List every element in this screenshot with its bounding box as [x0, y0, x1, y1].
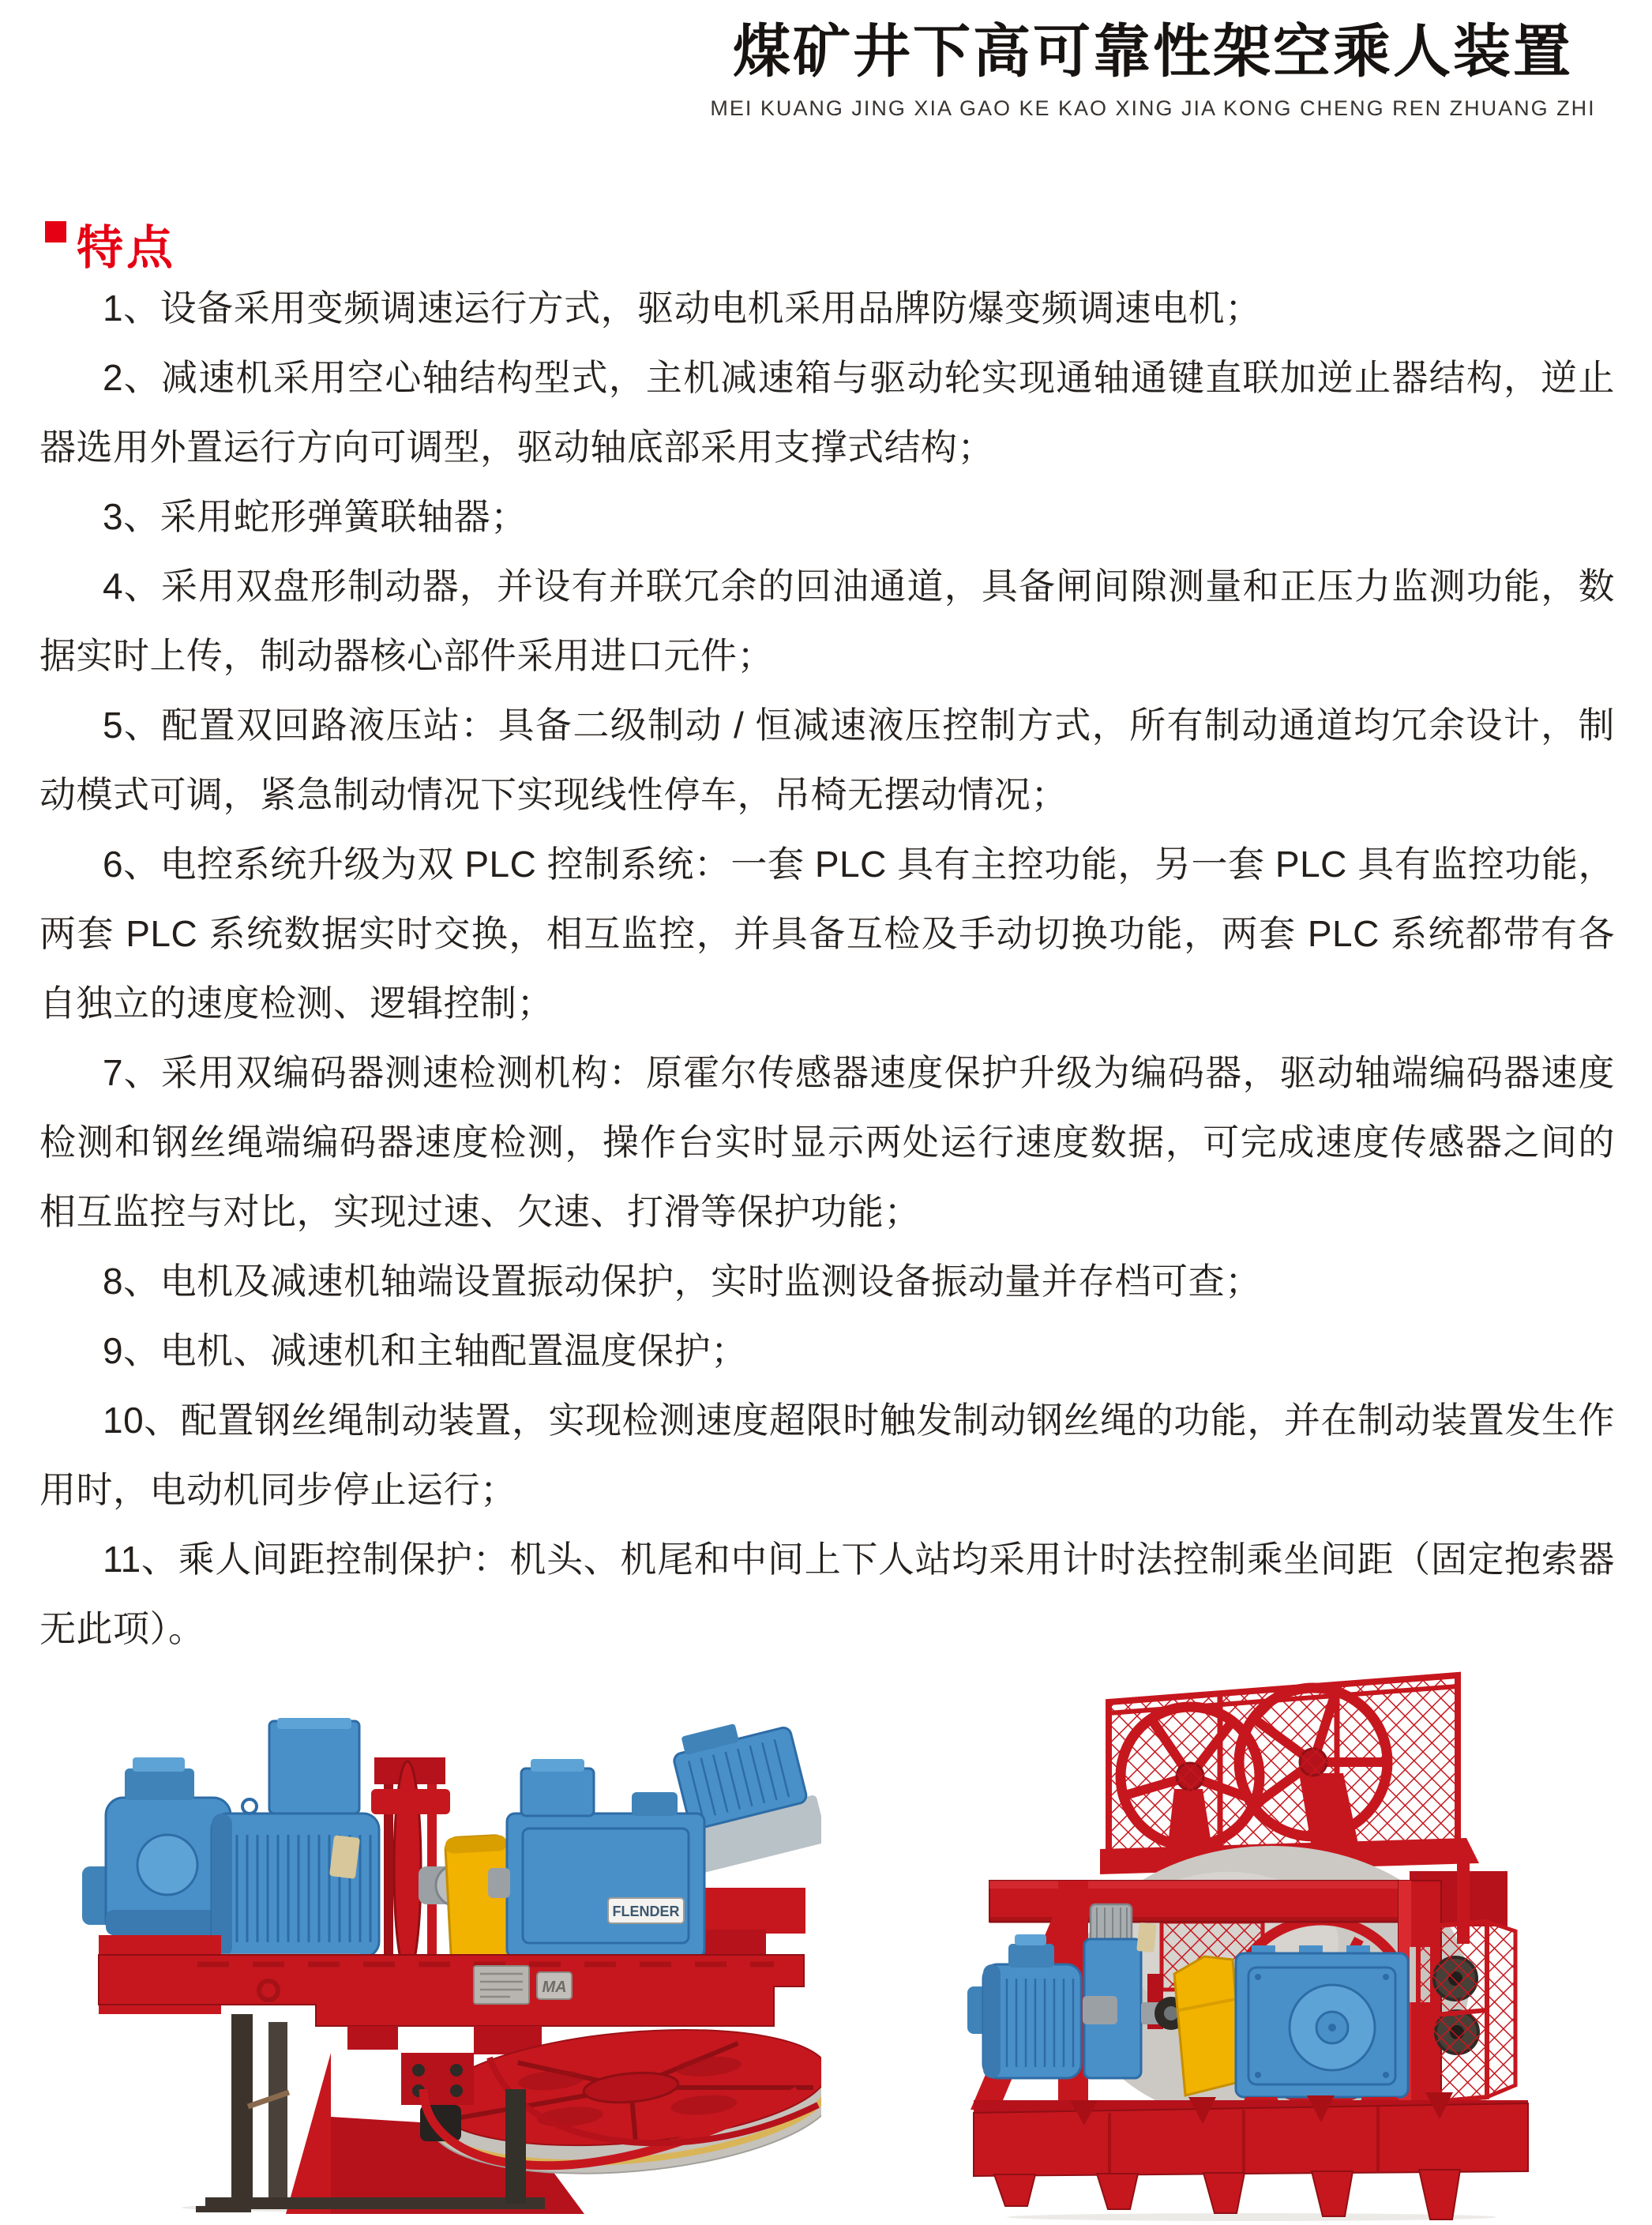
- feature-item-2: 2、减速机采用空心轴结构型式，主机减速箱与驱动轮实现通轴通键直联加逆止器结构，逆止器选用外置运行方向可调型，驱动轴底部采用支撑式结构；: [39, 357, 1615, 468]
- inspection-tag: [329, 1835, 360, 1879]
- features-list: [39, 273, 1615, 1663]
- red-square-bullet-icon: [45, 221, 66, 242]
- feature-item-8: 8、电机及减速机轴端设置振动保护，实时监测设备振动量并存档可查；: [103, 1261, 1262, 1302]
- title-block: [679, 17, 1627, 121]
- features-heading: [45, 210, 176, 277]
- feature-item-7: 7、采用双编码器测速检测机构：原霍尔传感器速度保护升级为编码器，驱动轴端编码器速度检测和钢丝绳端编码器速度检测，操作台实时显示两处运行速度数据，可完成速度传感器之间的相互监控与对比，实现过速、欠速、打滑等保护功能；: [39, 1052, 1615, 1232]
- feature-item-11: 11、乘人间距控制保护：机头、机尾和中间上下人站均采用计时法控制乘坐间距（固定抱索器无此项）。: [39, 1539, 1615, 1649]
- wheel-cage: [1100, 1675, 1479, 1874]
- base-feet: [994, 2170, 1460, 2219]
- inspection-tag: [1136, 1922, 1157, 1953]
- feature-item-9: 9、电机、减速机和主轴配置温度保护；: [103, 1330, 748, 1371]
- features-heading-label: 特点: [77, 222, 177, 274]
- ma-certification-badge: [537, 1972, 572, 1999]
- gearbox-nameplate: [608, 1898, 684, 1923]
- blue-bearing-housing: [82, 1757, 231, 1937]
- red-base: [974, 2092, 1528, 2176]
- ma-label: MA: [542, 1979, 567, 1996]
- feature-item-4: 4、采用双盘形制动器，并设有并联冗余的回油通道，具备闸间隙测量和正压力监测功能，数据实时上传，制动器核心部件采用进口元件；: [39, 566, 1615, 676]
- feature-item-3: 3、采用蛇形弹簧联轴器；: [103, 496, 528, 537]
- left-product-photo-svg: [79, 1718, 821, 2214]
- left-product-photo: [79, 1718, 821, 2214]
- feature-item-1: 1、设备采用变频调速运行方式，驱动电机采用品牌防爆变频调速电机；: [103, 288, 1262, 329]
- coupling-guard-yellow: [1174, 1956, 1242, 2095]
- motor-terminal-box: [269, 1718, 359, 1813]
- cage-mesh-panel: [1109, 1675, 1458, 1857]
- under-base-brackets: [347, 2026, 542, 2054]
- right-product-photo-svg: [967, 1671, 1532, 2222]
- right-product-photo: [967, 1671, 1532, 2222]
- flender-label: FLENDER: [612, 1904, 680, 1919]
- feature-item-5: 5、配置双回路液压站：具备二级制动 / 恒减速液压控制方式，所有制动通道均冗余设计，制动模式可调，紧急制动情况下实现线性停车，吊椅无摆动情况；: [39, 705, 1615, 815]
- blue-drive-motor: [212, 1799, 379, 1957]
- machine-nameplate: [474, 1966, 572, 2004]
- page-title: 煤矿井下高可靠性架空乘人装置: [733, 20, 1573, 84]
- blue-gearbox: [1236, 1945, 1408, 2113]
- feature-item-6: 6、电控系统升级为双 PLC 控制系统：一套 PLC 具有主控功能，另一套 PLC 具有监控功能，两套 PLC 系统数据实时交换，相互监控，并具备互检及手动切换功能，两套 PLC 系统都带有各自独立的速度检测、逻辑控制；: [39, 844, 1615, 1024]
- ground-shadow: [1007, 2213, 1496, 2221]
- feature-item-10: 10、配置钢丝绳制动装置，实现检测速度超限时触发制动钢丝绳的功能，并在制动装置发生作用时，电动机同步停止运行；: [39, 1400, 1615, 1510]
- page-subtitle-pinyin: MEI KUANG JING XIA GAO KE KAO XING JIA KONG CHENG REN ZHUANG ZHI: [710, 96, 1596, 120]
